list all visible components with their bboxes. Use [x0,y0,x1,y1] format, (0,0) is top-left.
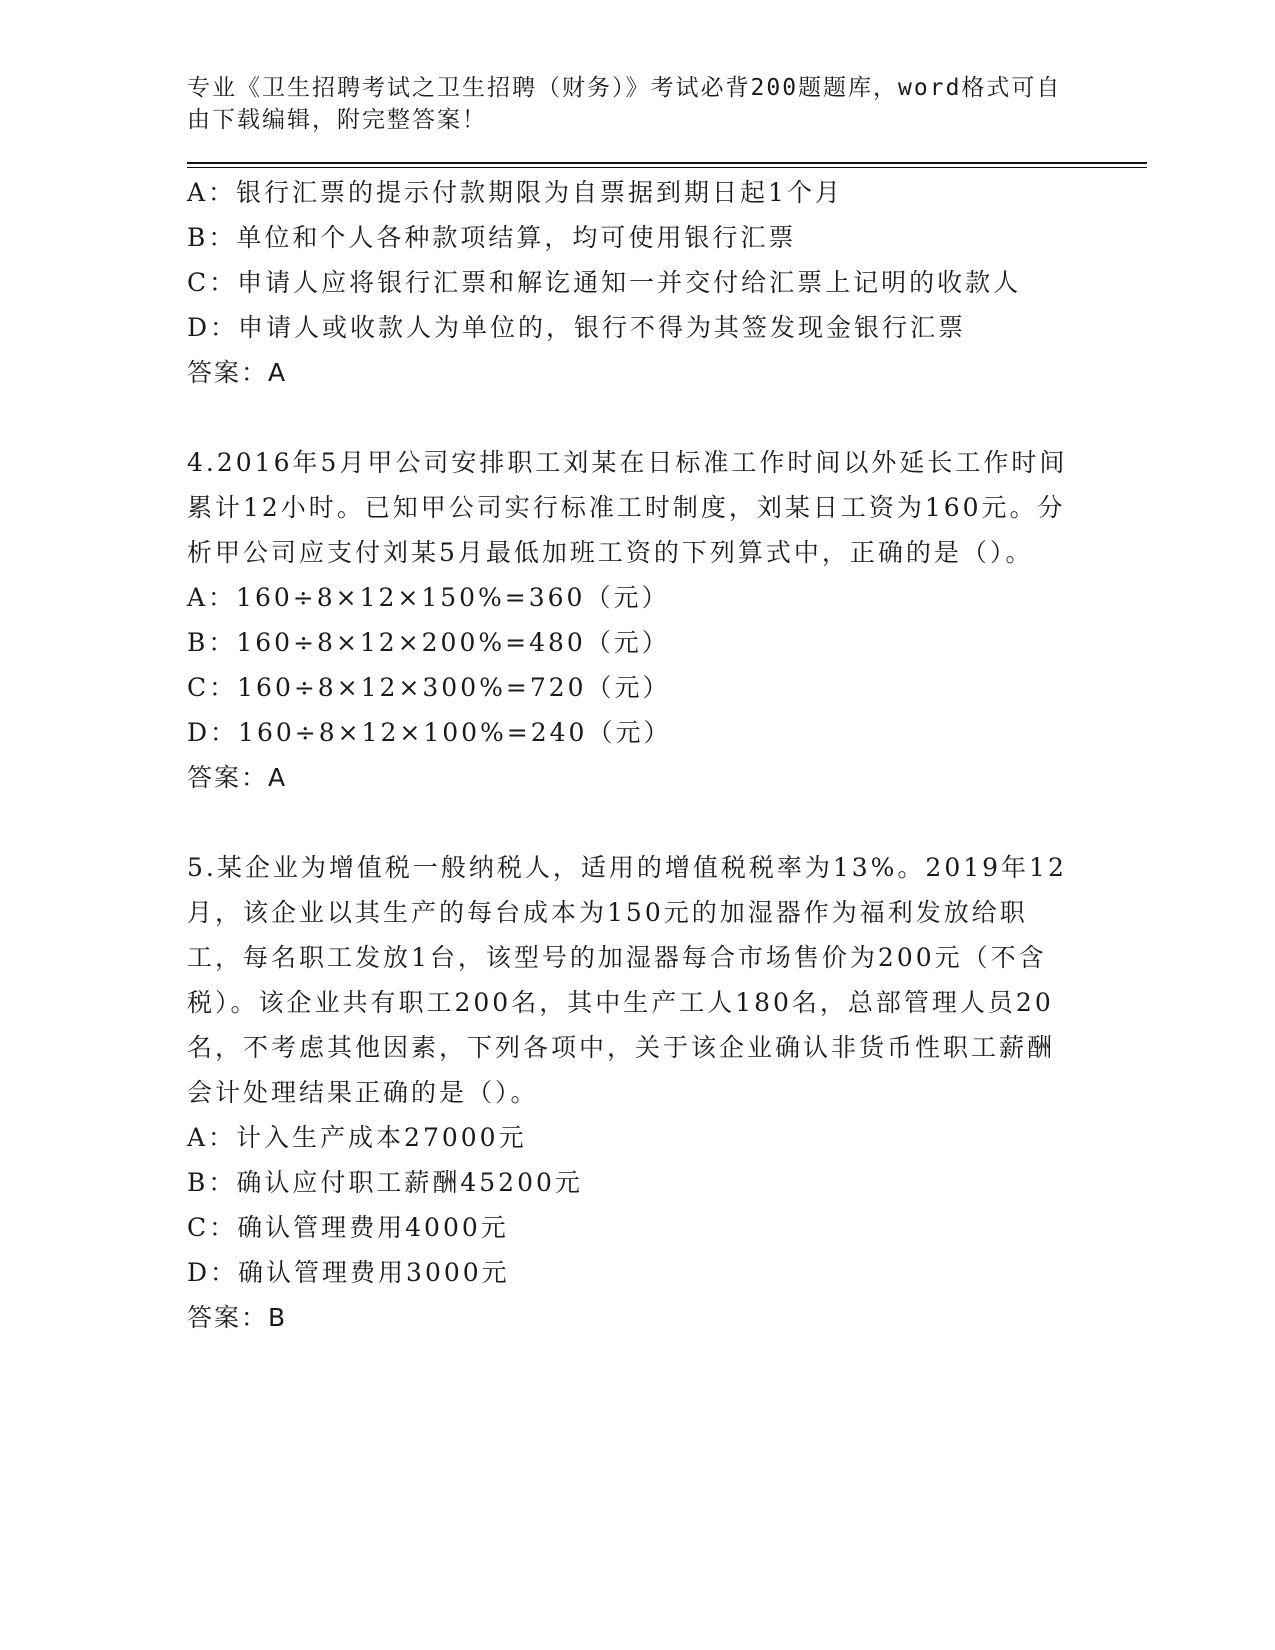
spacer [187,395,1147,440]
option-b: B：单位和个人各种款项结算，均可使用银行汇票 [187,223,797,252]
option-c: C：160÷8×12×300%=720（元） [187,673,671,702]
document-header: 专业《卫生招聘考试之卫生招聘（财务）》考试必背200题题库，word格式可自由下载编辑，附完整答案！ [187,75,1062,133]
question-4-answer: 答案：A [187,763,288,792]
option-a: A：银行汇票的提示付款期限为自票据到期日起1个月 [187,178,843,207]
document-page [187,72,1147,1340]
option-a: A：计入生产成本27000元 [187,1123,527,1152]
option-b: B：160÷8×12×200%=480（元） [187,628,670,657]
header-divider [187,162,1147,168]
question-5-answer: 答案：B [187,1303,288,1332]
question-5 [187,845,1147,1295]
option-c: C：申请人应将银行汇票和解讫通知一并交付给汇票上记明的收款人 [187,268,1022,297]
option-d: D：160÷8×12×100%=240（元） [187,718,672,747]
option-d: D：确认管理费用3000元 [187,1258,510,1287]
option-c: C：确认管理费用4000元 [187,1213,509,1242]
option-b: B：确认应付职工薪酬45200元 [187,1168,583,1197]
question-3-options [187,170,1147,350]
option-d: D：申请人或收款人为单位的，银行不得为其签发现金银行汇票 [187,313,967,342]
question-4-stem: 4.2016年5月甲公司安排职工刘某在日标准工作时间以外延长工作时间累计12小时。已知甲公司实行标准工时制度，刘某日工资为160元。分析甲公司应支付刘某5月最低加班工资的下列算式中，正确的是（）。 [187,448,1068,567]
question-4 [187,440,1147,755]
option-a: A：160÷8×12×150%=360（元） [187,583,670,612]
spacer [187,800,1147,845]
question-5-stem: 5.某企业为增值税一般纳税人，适用的增值税税率为13%。2019年12月，该企业以其生产的每台成本为150元的加湿器作为福利发放给职工，每名职工发放1台，该型号的加湿器每合市场售价为200元（不含税）。该企业共有职工200名，其中生产工人180名，总部管理人员20名，不考虑其他因素，下列各项中，关于该企业确认非货币性职工薪酬会计处理结果正确的是（）。 [187,853,1067,1107]
question-3-answer: 答案：A [187,358,288,387]
